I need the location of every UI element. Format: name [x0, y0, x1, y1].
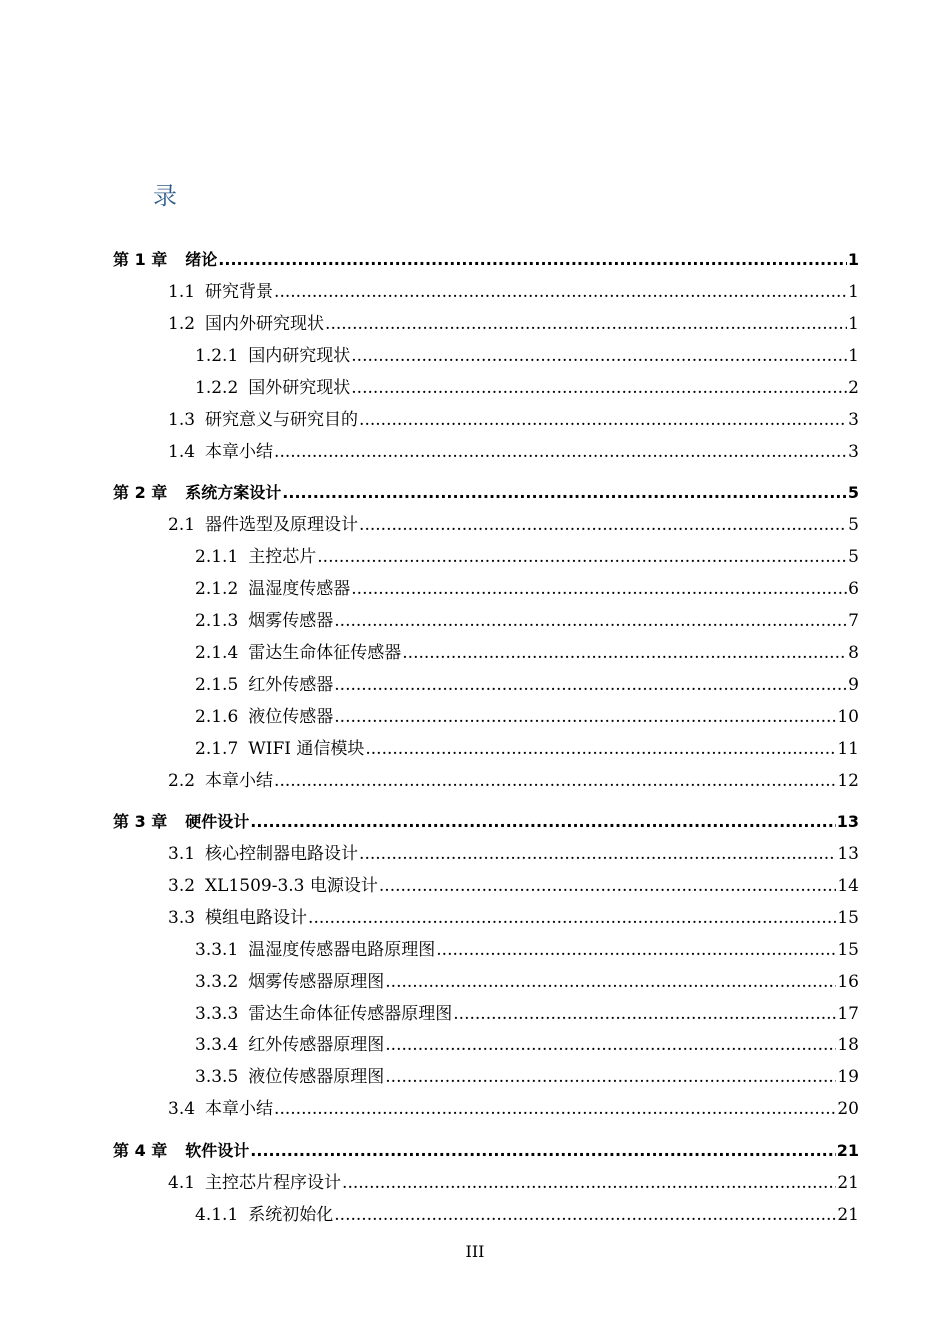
toc-chapter-entry[interactable] — [113, 249, 859, 271]
toc-entry-page: 5 — [848, 515, 859, 535]
toc-entry-title: 研究背景 — [205, 282, 274, 302]
toc-entry-number: 2.1.7 — [195, 739, 239, 759]
dot-leader — [317, 546, 847, 568]
toc-entry-page: 15 — [837, 908, 859, 928]
toc-entry-title: 温湿度传感器 — [248, 579, 351, 599]
toc-entry-title: 雷达生命体征传感器原理图 — [248, 1004, 453, 1024]
toc-entry-number: 3.3 — [168, 908, 196, 928]
toc-entry-title: 系统方案设计 — [185, 483, 282, 502]
toc-entry-page: 21 — [837, 1205, 859, 1225]
toc-entry-title: 系统初始化 — [248, 1205, 334, 1225]
toc-entry-number: 3.3.2 — [195, 972, 239, 992]
dot-leader — [274, 1098, 836, 1120]
toc-entry-number: 2.1.4 — [195, 643, 239, 663]
dot-leader — [351, 377, 847, 399]
toc-entry-title: 本章小结 — [205, 1099, 274, 1119]
toc-entry-number: 1.2.2 — [195, 378, 239, 398]
dot-leader — [218, 249, 847, 271]
toc-chapter-entry[interactable] — [113, 1140, 859, 1162]
toc-entry[interactable] — [168, 875, 859, 897]
toc-entry-number: 2.1.2 — [195, 579, 239, 599]
dot-leader — [453, 1003, 836, 1025]
toc-entry-page: 9 — [848, 675, 859, 695]
toc-entry-title: 烟雾传感器原理图 — [248, 972, 385, 992]
dot-leader — [359, 843, 836, 865]
dot-leader — [436, 939, 836, 961]
toc-entry-number: 3.3.3 — [195, 1004, 239, 1024]
toc-entry-title: 液位传感器 — [248, 707, 334, 727]
toc-entry-title: 主控芯片程序设计 — [205, 1173, 342, 1193]
dot-leader — [365, 738, 836, 760]
toc-entry-number: 1.4 — [168, 442, 196, 462]
dot-leader — [334, 706, 836, 728]
dot-leader — [334, 674, 847, 696]
toc-entry-page: 20 — [837, 1099, 859, 1119]
toc-entry-number: 3.3.5 — [195, 1067, 239, 1087]
toc-entry-number: 2.1.1 — [195, 547, 239, 567]
toc-entry[interactable] — [168, 313, 859, 335]
toc-entry-number: 第 1 章 — [113, 250, 168, 269]
toc-entry-title: 器件选型及原理设计 — [205, 515, 359, 535]
toc-entry[interactable] — [168, 514, 859, 536]
toc-entry-title: XL1509-3.3 电源设计 — [205, 876, 378, 896]
dot-leader — [402, 642, 847, 664]
toc-entry[interactable] — [195, 578, 859, 600]
dot-leader — [274, 281, 847, 303]
dot-leader — [274, 770, 836, 792]
toc-entry[interactable] — [168, 441, 859, 463]
toc-entry-page: 15 — [837, 940, 859, 960]
toc-entry-page: 16 — [837, 972, 859, 992]
toc-entry[interactable] — [195, 1034, 859, 1056]
toc-entry-page: 5 — [847, 483, 859, 502]
dot-leader — [351, 578, 847, 600]
toc-entry-title: 国外研究现状 — [248, 378, 351, 398]
toc-entry[interactable] — [195, 642, 859, 664]
toc-entry-number: 2.2 — [168, 771, 196, 791]
toc-entry[interactable] — [195, 1003, 859, 1025]
toc-entry-number: 3.2 — [168, 876, 196, 896]
dot-leader — [385, 1034, 836, 1056]
toc-entry-page: 1 — [848, 314, 859, 334]
page-number-footer: III — [465, 1242, 485, 1261]
toc-entry-page: 3 — [848, 410, 859, 430]
toc-entry[interactable] — [168, 1172, 859, 1194]
toc-entry-title: 红外传感器原理图 — [248, 1035, 385, 1055]
dot-leader — [250, 811, 835, 833]
toc-entry-number: 1.2 — [168, 314, 196, 334]
toc-entry[interactable] — [168, 281, 859, 303]
toc-entry-page: 6 — [848, 579, 859, 599]
toc-entry[interactable] — [195, 345, 859, 367]
toc-entry-page: 2 — [848, 378, 859, 398]
toc-entry-number: 1.3 — [168, 410, 196, 430]
dot-leader — [334, 610, 847, 632]
dot-leader — [308, 907, 836, 929]
toc-entry-title: 软件设计 — [185, 1141, 250, 1160]
toc-entry-page: 21 — [836, 1141, 859, 1160]
toc-heading: 录 — [153, 182, 177, 210]
dot-leader — [282, 482, 847, 504]
toc-entry-title: 烟雾传感器 — [248, 611, 334, 631]
toc-entry[interactable] — [195, 1066, 859, 1088]
toc-entry-page: 13 — [836, 812, 859, 831]
toc-entry-page: 19 — [837, 1067, 859, 1087]
toc-chapter-entry[interactable] — [113, 482, 859, 504]
toc-entry-page: 11 — [837, 739, 859, 759]
dot-leader — [385, 971, 836, 993]
toc-entry-title: 主控芯片 — [248, 547, 317, 567]
dot-leader — [379, 875, 836, 897]
toc-entry[interactable] — [195, 971, 859, 993]
toc-entry-title: 国内外研究现状 — [205, 314, 325, 334]
dot-leader — [274, 441, 847, 463]
dot-leader — [359, 514, 847, 536]
toc-entry-number: 1.2.1 — [195, 346, 239, 366]
toc-entry-page: 13 — [837, 844, 859, 864]
toc-entry[interactable] — [195, 610, 859, 632]
toc-entry[interactable] — [195, 377, 859, 399]
toc-entry-number: 第 4 章 — [113, 1141, 168, 1160]
toc-entry-page: 18 — [837, 1035, 859, 1055]
toc-entry-number: 3.3.1 — [195, 940, 239, 960]
toc-entry-title: WIFI 通信模块 — [248, 739, 365, 759]
toc-entry-title: 温湿度传感器电路原理图 — [248, 940, 436, 960]
toc-entry[interactable] — [168, 770, 859, 792]
toc-entry-number: 2.1.5 — [195, 675, 239, 695]
toc-entry-page: 8 — [848, 643, 859, 663]
toc-entry-page: 1 — [848, 346, 859, 366]
toc-entry-number: 4.1 — [168, 1173, 196, 1193]
toc-entry-title: 红外传感器 — [248, 675, 334, 695]
toc-entry-title: 国内研究现状 — [248, 346, 351, 366]
toc-entry-title: 本章小结 — [205, 771, 274, 791]
toc-entry-page: 21 — [837, 1173, 859, 1193]
toc-entry[interactable] — [195, 546, 859, 568]
toc-entry-number: 3.4 — [168, 1099, 196, 1119]
dot-leader — [351, 345, 847, 367]
toc-entry[interactable] — [195, 674, 859, 696]
toc-entry-page: 17 — [837, 1004, 859, 1024]
toc-entry-title: 雷达生命体征传感器 — [248, 643, 402, 663]
toc-entry-page: 1 — [848, 282, 859, 302]
dot-leader — [325, 313, 847, 335]
toc-entry-number: 第 3 章 — [113, 812, 168, 831]
toc-entry-page: 14 — [837, 876, 859, 896]
toc-entry-title: 硬件设计 — [185, 812, 250, 831]
toc-entry-page: 3 — [848, 442, 859, 462]
toc-entry-title: 液位传感器原理图 — [248, 1067, 385, 1087]
toc-entry[interactable] — [168, 907, 859, 929]
toc-entry[interactable] — [195, 1204, 859, 1226]
toc-entry[interactable] — [195, 738, 859, 760]
dot-leader — [359, 409, 847, 431]
toc-entry-title: 本章小结 — [205, 442, 274, 462]
toc-entry[interactable] — [168, 409, 859, 431]
toc-entry[interactable] — [168, 843, 859, 865]
toc-entry[interactable] — [168, 1098, 859, 1120]
toc-entry[interactable] — [195, 706, 859, 728]
toc-entry-page: 1 — [847, 250, 859, 269]
toc-entry-number: 2.1.6 — [195, 707, 239, 727]
toc-entry-title: 核心控制器电路设计 — [205, 844, 359, 864]
dot-leader — [385, 1066, 836, 1088]
toc-chapter-entry[interactable] — [113, 811, 859, 833]
toc-entry-number: 2.1 — [168, 515, 196, 535]
toc-entry-page: 5 — [848, 547, 859, 567]
toc-entry-page: 12 — [837, 771, 859, 791]
toc-entry-number: 2.1.3 — [195, 611, 239, 631]
toc-entry-title: 绪论 — [185, 250, 218, 269]
toc-entry-page: 10 — [837, 707, 859, 727]
toc-entry-number: 3.1 — [168, 844, 196, 864]
toc-entry-number: 第 2 章 — [113, 483, 168, 502]
toc-entry-page: 7 — [848, 611, 859, 631]
toc-entry[interactable] — [195, 939, 859, 961]
toc-entry-number: 4.1.1 — [195, 1205, 239, 1225]
toc-entry-title: 研究意义与研究目的 — [205, 410, 359, 430]
toc-entry-number: 3.3.4 — [195, 1035, 239, 1055]
dot-leader — [250, 1140, 835, 1162]
dot-leader — [342, 1172, 836, 1194]
toc-entry-title: 模组电路设计 — [205, 908, 308, 928]
dot-leader — [334, 1204, 836, 1226]
toc-entry-number: 1.1 — [168, 282, 196, 302]
